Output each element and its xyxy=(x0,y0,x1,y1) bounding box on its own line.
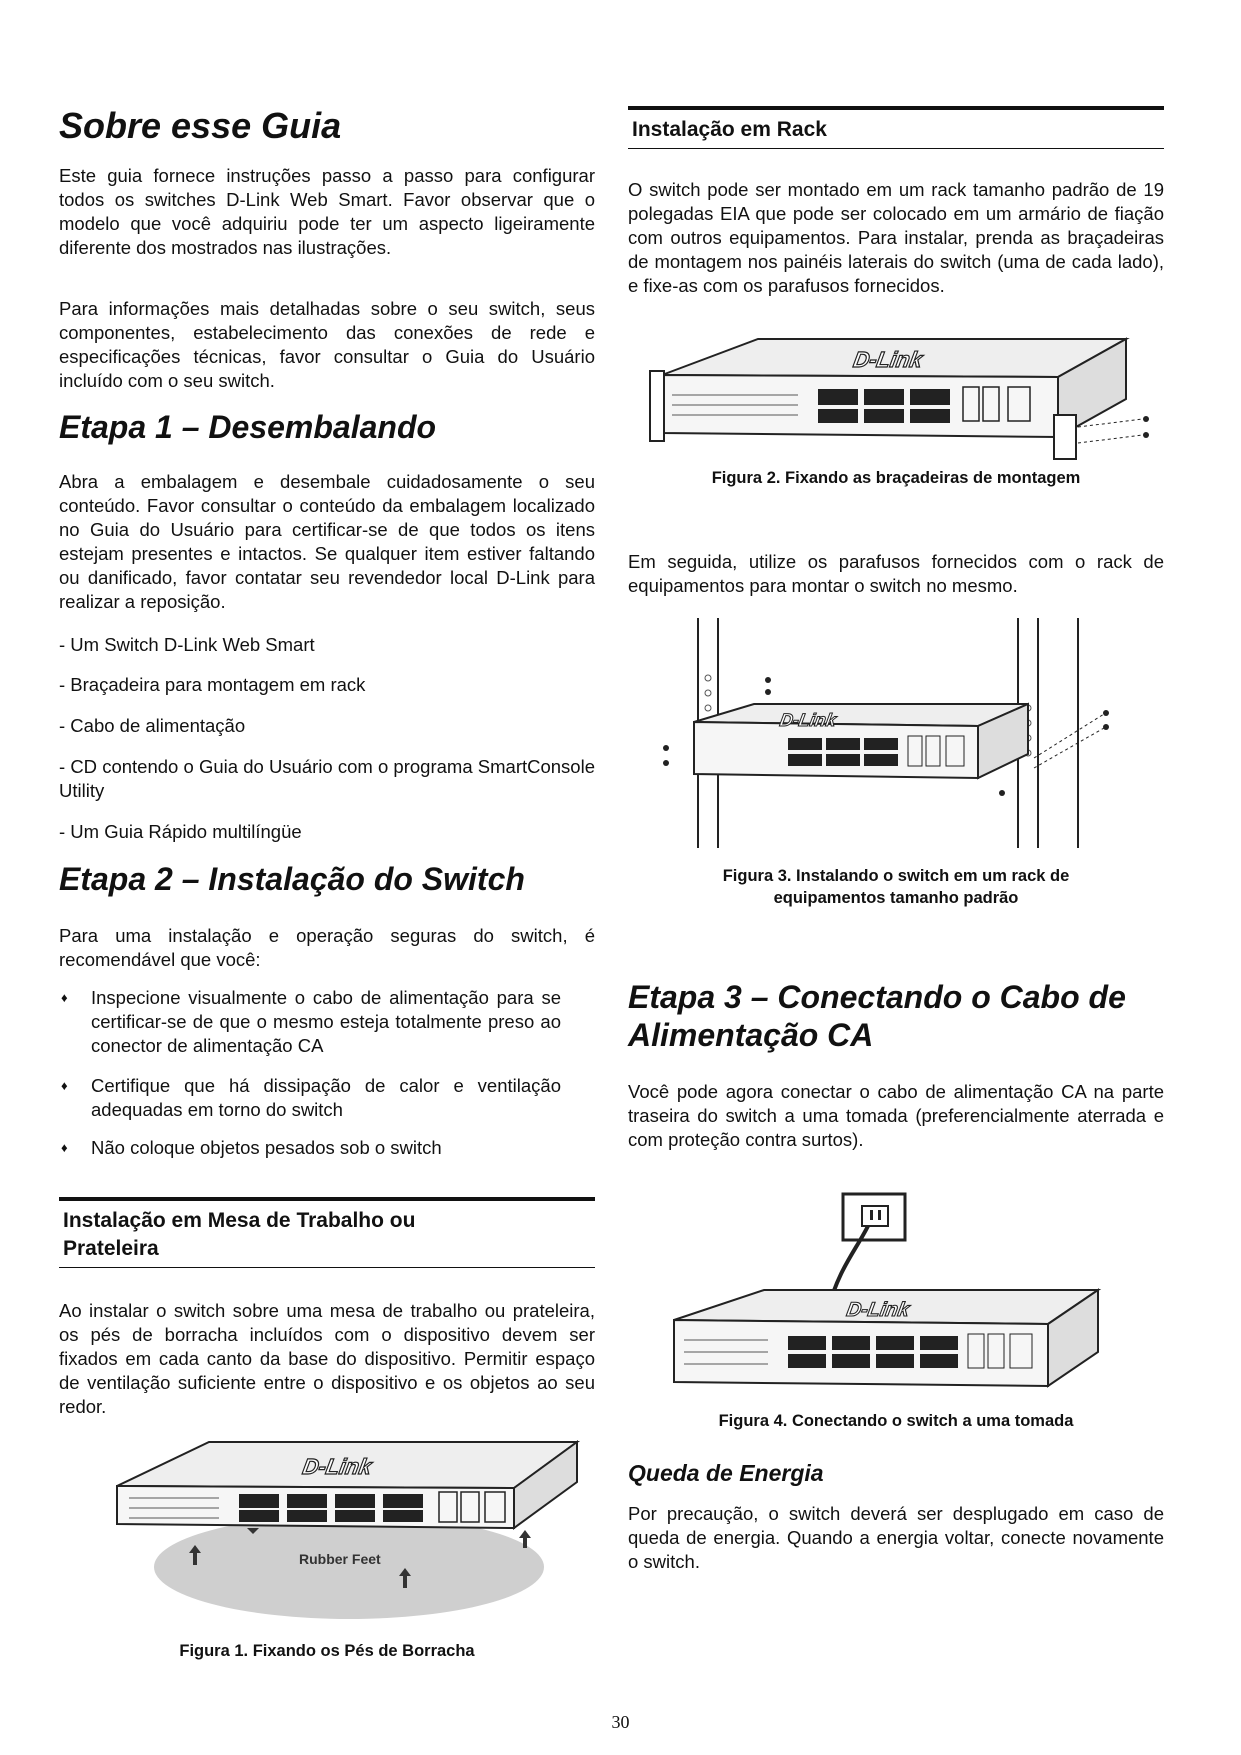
figure4-caption: Figura 4. Conectando o switch a uma tomada xyxy=(718,1412,1074,1430)
step2-paragraph: Para uma instalação e operação seguras do switch, é recomendável que você: xyxy=(59,925,595,970)
step1-paragraph: Abra a embalagem e desembale cuidadosamente o seu conteúdo. Favor consultar o conteúdo da embalagem localizado no Guia do Usuário para certificar-se de que todos os itens estejam presentes e intactos. Se qualquer item estiver faltando ou danificado, favor contatar seu revendedor local D-Link para realizar a reposição. xyxy=(59,471,595,612)
power-outage-title: Queda de Energia xyxy=(628,1460,824,1486)
step1-title: Etapa 1 – Desembalando xyxy=(59,409,437,445)
page-number: 30 xyxy=(611,1712,630,1732)
desk-install-heading xyxy=(59,1197,595,1268)
dlink-logo: D-Link xyxy=(844,1299,911,1321)
desk-paragraph: Ao instalar o switch sobre uma mesa de trabalho ou prateleira, os pés de borracha incluídos com o dispositivo devem ser fixados em cada canto da base do dispositivo. Permitir espaço de ventilação suficiente entre o dispositivo e os objetos ao seu redor. xyxy=(59,1300,595,1417)
diamond-bullet-icon: ♦ xyxy=(61,1078,68,1093)
step3-title xyxy=(628,978,1164,1055)
dlink-logo: D-Link xyxy=(778,710,838,730)
desk-heading-line2: Prateleira xyxy=(63,1237,159,1260)
list-item: - Um Switch D-Link Web Smart xyxy=(59,634,315,655)
list-item: - Cabo de alimentação xyxy=(59,715,246,736)
figure3-caption-line1: Figura 3. Instalando o switch em um rack de xyxy=(722,867,1070,885)
bullet-item: ♦ Certifique que há dissipação de calor e ventilação adequadas em torno do switch xyxy=(61,1075,561,1120)
power-outage-paragraph: Por precaução, o switch deverá ser desplugado em caso de queda de energia. Quando a energia voltar, conecte novamente o switch. xyxy=(628,1503,1164,1572)
list-item: - Braçadeira para montagem em rack xyxy=(59,674,366,695)
figure3-caption-line2: equipamentos tamanho padrão xyxy=(773,889,1019,907)
bullet-item: ♦ Não coloque objetos pesados sob o switch xyxy=(61,1137,442,1158)
step3-title-line1: Etapa 3 – Conectando o Cabo de xyxy=(628,979,1126,1015)
figure2-mounting-brackets-image xyxy=(648,335,1158,465)
figure1-rubber-feet-image xyxy=(109,1432,599,1622)
desk-heading-line1: Instalação em Mesa de Trabalho ou xyxy=(63,1209,416,1232)
step2-title: Etapa 2 – Instalação do Switch xyxy=(59,861,525,897)
figure3-caption xyxy=(628,865,1164,909)
dlink-logo: D-Link xyxy=(300,1454,374,1479)
bullet-item: ♦ Inspecione visualmente o cabo de alimentação para se certificar-se de que o mesmo esteja totalmente preso ao conector de alimentação CA xyxy=(61,987,561,1056)
intro-paragraph-2: Para informações mais detalhadas sobre o seu switch, seus componentes, estabelecimento das conexões de rede e especificações técnicas, favor consultar o Guia do Usuário incluído com o seu switch. xyxy=(59,298,595,391)
rack-paragraph: O switch pode ser montado em um rack tamanho padrão de 19 polegadas EIA que pode ser colocado em um armário de fiação com outros equipamentos. Para instalar, prenda as braçadeiras de montagem nos painéis laterais do switch (uma de cada lado), e fixe-as com os parafusos fornecidos. xyxy=(628,179,1164,296)
figure1-caption: Figura 1. Fixando os Pés de Borracha xyxy=(179,1642,475,1660)
figure4-power-outlet-image xyxy=(668,1190,1128,1405)
step3-paragraph: Você pode agora conectar o cabo de alimentação CA na parte traseira do switch a uma tomada (preferencialmente aterrada e com proteção contra surtos). xyxy=(628,1081,1164,1150)
rack-paragraph-2: Em seguida, utilize os parafusos fornecidos com o rack de equipamentos para montar o switch no mesmo. xyxy=(628,551,1164,596)
dlink-logo: D-Link xyxy=(851,347,925,372)
rack-install-heading: Instalação em Rack xyxy=(628,106,1164,149)
diamond-bullet-icon: ♦ xyxy=(61,990,68,1005)
figure3-rack-install-image xyxy=(658,618,1138,848)
diamond-bullet-icon: ♦ xyxy=(61,1140,68,1155)
rubber-feet-label: Rubber Feet xyxy=(299,1551,381,1567)
about-guide-title: Sobre esse Guia xyxy=(59,105,342,146)
list-item: - Um Guia Rápido multilíngüe xyxy=(59,821,302,842)
intro-paragraph-1: Este guia fornece instruções passo a passo para configurar todos os switches D-Link Web Smart. Favor observar que o modelo que você adquiriu pode ter um aspecto ligeiramente diferente dos mostrados nas ilustrações. xyxy=(59,165,595,258)
figure2-caption: Figura 2. Fixando as braçadeiras de montagem xyxy=(711,469,1081,487)
step3-title-line2: Alimentação CA xyxy=(628,1017,874,1054)
list-item: - CD contendo o Guia do Usuário com o programa SmartConsole Utility xyxy=(59,756,595,801)
